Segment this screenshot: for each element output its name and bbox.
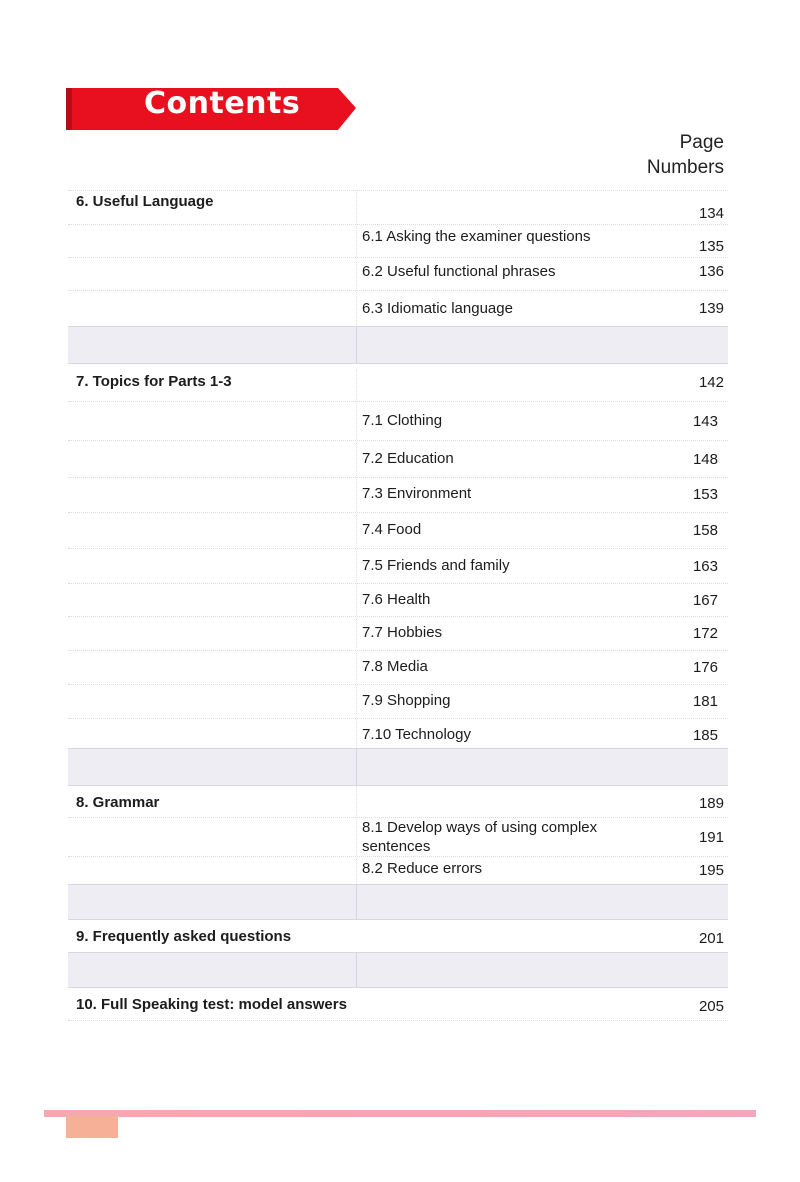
section-page: 134 — [698, 205, 724, 222]
section-title: 6. Useful Language — [76, 193, 214, 210]
subsection-label — [362, 818, 597, 856]
row-rule — [68, 583, 728, 584]
subsection-label: 7.9 Shopping — [362, 692, 451, 709]
subsection-page: 172 — [692, 625, 718, 642]
section-separator-band — [68, 326, 728, 364]
section-title: 7. Topics for Parts 1-3 — [76, 373, 232, 390]
footer-bar — [44, 1110, 756, 1117]
page-numbers-header — [647, 130, 724, 180]
subsection-page: 163 — [692, 558, 718, 575]
page-label-line1: Page — [679, 132, 724, 153]
subsection-page: 195 — [698, 862, 724, 879]
row-rule — [68, 224, 728, 225]
footer-page-tab — [66, 1116, 118, 1138]
page-label-line2: Numbers — [646, 157, 724, 178]
section-page: 205 — [698, 998, 724, 1015]
column-divider — [356, 786, 357, 884]
row-rule — [68, 684, 728, 685]
row-rule — [68, 650, 728, 651]
subsection-label: 7.4 Food — [362, 521, 422, 538]
row-rule — [68, 401, 728, 402]
subsection-page: 135 — [698, 238, 724, 255]
subsection-label: 7.1 Clothing — [362, 412, 443, 429]
row-rule — [68, 616, 728, 617]
section-separator-band — [68, 952, 728, 988]
banner-left-edge — [66, 88, 72, 130]
subsection-label: 7.2 Education — [362, 450, 454, 467]
row-rule — [68, 548, 728, 549]
row-rule — [68, 1020, 728, 1021]
subsection-page: 158 — [692, 522, 718, 539]
subsection-page: 136 — [698, 263, 724, 280]
subsection-label: 7.7 Hobbies — [362, 624, 443, 641]
row-rule — [68, 477, 728, 478]
page-title: Contents — [144, 86, 301, 121]
subsection-label: 8.2 Reduce errors — [362, 860, 483, 877]
subsection-page: 139 — [698, 300, 724, 317]
section-separator-band — [68, 884, 728, 920]
section-title: 9. Frequently asked questions — [76, 928, 292, 945]
subsection-page: 148 — [692, 451, 718, 468]
subsection-page: 181 — [692, 693, 718, 710]
section-page: 189 — [698, 795, 724, 812]
subsection-label: 7.5 Friends and family — [362, 557, 510, 574]
row-rule — [68, 290, 728, 291]
subsection-label-line1: 8.1 Develop ways of using complex — [362, 819, 598, 836]
subsection-label: 6.1 Asking the examiner questions — [362, 228, 591, 245]
subsection-label: 6.2 Useful functional phrases — [362, 263, 556, 280]
subsection-label: 7.6 Health — [362, 591, 431, 608]
section-title: 10. Full Speaking test: model answers — [76, 996, 347, 1013]
section-page: 201 — [698, 930, 724, 947]
column-divider — [356, 370, 357, 748]
section-title: 8. Grammar — [76, 794, 160, 811]
row-rule — [68, 718, 728, 719]
section-separator-band — [68, 748, 728, 786]
subsection-label: 7.3 Environment — [362, 485, 472, 502]
row-rule — [68, 257, 728, 258]
row-rule — [68, 856, 728, 857]
subsection-page: 167 — [692, 592, 718, 609]
subsection-label-line2: sentences — [362, 838, 431, 855]
subsection-page: 185 — [692, 727, 718, 744]
subsection-label: 7.10 Technology — [362, 726, 471, 743]
subsection-page: 191 — [698, 829, 724, 846]
row-rule — [68, 190, 728, 191]
row-rule — [68, 512, 728, 513]
section-page: 142 — [698, 374, 724, 391]
subsection-page: 143 — [692, 413, 718, 430]
subsection-page: 176 — [692, 659, 718, 676]
subsection-label: 7.8 Media — [362, 658, 428, 675]
subsection-label: 6.3 Idiomatic language — [362, 300, 513, 317]
row-rule — [68, 440, 728, 441]
subsection-page: 153 — [692, 486, 718, 503]
